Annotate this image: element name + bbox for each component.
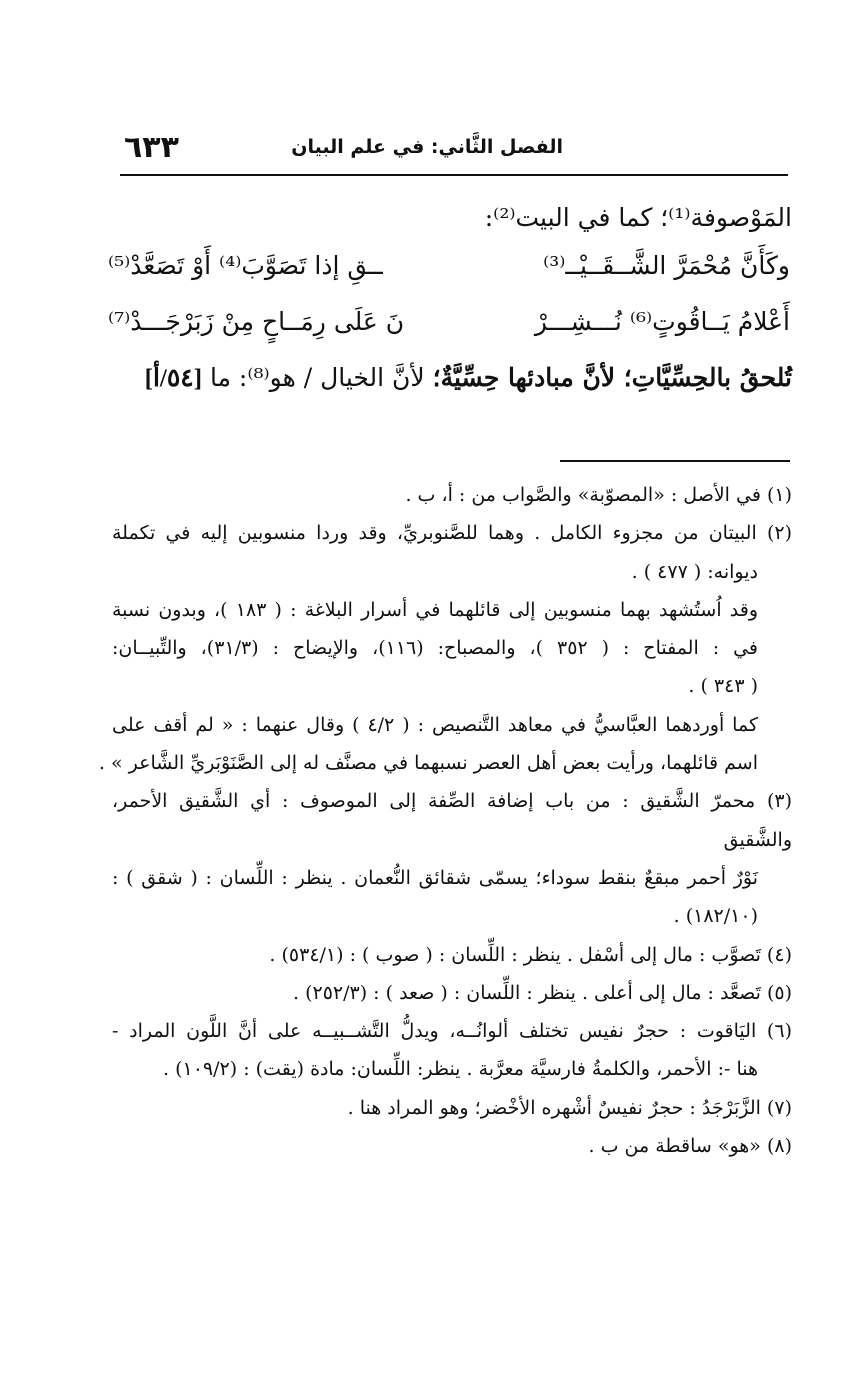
page-number: ٦٣٣ bbox=[124, 130, 179, 165]
footnote-line: في : المفتاح : ( ٣٥٢ )، والمصباح: (١١٦)، والإيضاح : (٣١/٣)، والتِّبيــان: bbox=[112, 637, 758, 660]
footnote-line: (٦) اليَاقوت : حجرٌ نفيس تختلف ألوانُــه، ويدلُّ التَّشــبيــه على أنَّ اللَّون المراد - bbox=[112, 1020, 792, 1043]
footnote-line: ديوانه: ( ٤٧٧ ) . bbox=[631, 560, 758, 583]
footnote-line: (٢) البيتان من مجزوء الكامل . وهما للصَّنوبريِّ، وقد وردا منسوبين إليه في تكملة bbox=[112, 522, 792, 545]
verse-2-first-hemistich: أَعْلامُ يَــاقُوتٍ⁽⁶⁾ نُـــشِـــرْ bbox=[534, 307, 790, 336]
folio-marker: [٥٤/أ] bbox=[144, 365, 203, 392]
intro-line: المَوْصوفة⁽¹⁾؛ كما في البيت⁽²⁾: bbox=[484, 203, 792, 232]
footnote-line: (٧) الزَّبَرْجَدُ : حجرٌ نفيسٌ أشْهره الأخْضر؛ وهو المراد هنا . bbox=[347, 1096, 792, 1119]
footnote-line: هنا -: الأحمر، والكلمةُ فارسيَّة معرَّبة . ينظر: اللِّسان: مادة (يقت) : (١٠٩/٢) . bbox=[163, 1058, 758, 1081]
verse-line-2 bbox=[40, 298, 792, 354]
text-line-last bbox=[40, 354, 792, 403]
footnote-line: (١٨٢/١٠) . bbox=[673, 905, 758, 928]
footnote-line: وقد اُستُشهد بهما منسوبين إلى قائلهما في أسرار البلاغة : ( ١٨٣ )، وبدون نسبة bbox=[112, 598, 759, 621]
footnote-line: (٣) محمرّ الشَّقيق : من باب إضافة الصِّفة إلى الموصوف : أي الشَّقيق الأحمر، والشَّقيق bbox=[112, 790, 792, 851]
footnote-line: (٤) تَصوَّب : مال إلى أسْفل . ينظر : اللِّسان : ( صوب ) : (٥٣٤/١) . bbox=[269, 943, 792, 966]
footnote-line: (٥) تَصعَّد : مال إلى أعلى . ينظر : اللِّسان : ( صعد ) : (٢٥٢/٣) . bbox=[293, 981, 792, 1004]
footnote-line: ( ٣٤٣ ) . bbox=[688, 675, 758, 698]
footnote-line: نَوْرٌ أحمر مبقعٌ بنقط سوداء؛ يسمّى شقائق النُّعمان . ينظر : اللِّسان : ( شقق ) : bbox=[112, 866, 758, 889]
footnotes bbox=[98, 476, 792, 1165]
running-title: الفصل الثَّاني: في علم البيان bbox=[291, 136, 563, 158]
footnote-line: (٨) «هو» ساقطة من ب . bbox=[588, 1135, 792, 1158]
verse-2-second-hemistich: نَ عَلَى رِمَــاحٍ مِنْ زَبَرْجَـــدْ⁽⁷⁾ bbox=[108, 307, 405, 336]
page-header bbox=[120, 128, 788, 170]
plain-phrase: لأنَّ الخيال / هو⁽⁸⁾: ما bbox=[202, 363, 433, 392]
verse-line-1 bbox=[40, 242, 792, 298]
verse-1-second-hemistich: ــقِ إذا تَصَوَّبَ⁽⁴⁾ أَوْ تَصَعَّدْ⁽⁵⁾ bbox=[108, 251, 383, 280]
footnote-line: كما أوردهما العبَّاسيُّ في معاهد التَّنصيص : ( ٤/٢ ) وقال عنهما : « لم أقف على bbox=[112, 713, 758, 736]
footnote-line: اسم قائلهما، ورأيت بعض أهل العصر نسبهما في مصنَّف له إلى الصَّنَوْبَريِّ الشَّاعر » . bbox=[98, 752, 758, 775]
footnote-line: (١) في الأصل : «المصوّبة» والصَّواب من : أ، ب . bbox=[405, 484, 792, 506]
main-text bbox=[40, 194, 792, 403]
header-divider bbox=[120, 174, 788, 176]
footnote-divider bbox=[560, 460, 790, 462]
bold-phrase: تُلحقُ بالحِسِّيَّاتِ؛ لأنَّ مبادئها حِسِّيَّةٌ؛ bbox=[432, 363, 792, 392]
verse-1-first-hemistich: وكَأَنَّ مُحْمَرَّ الشَّــقَــيْــ⁽³⁾ bbox=[543, 251, 790, 280]
